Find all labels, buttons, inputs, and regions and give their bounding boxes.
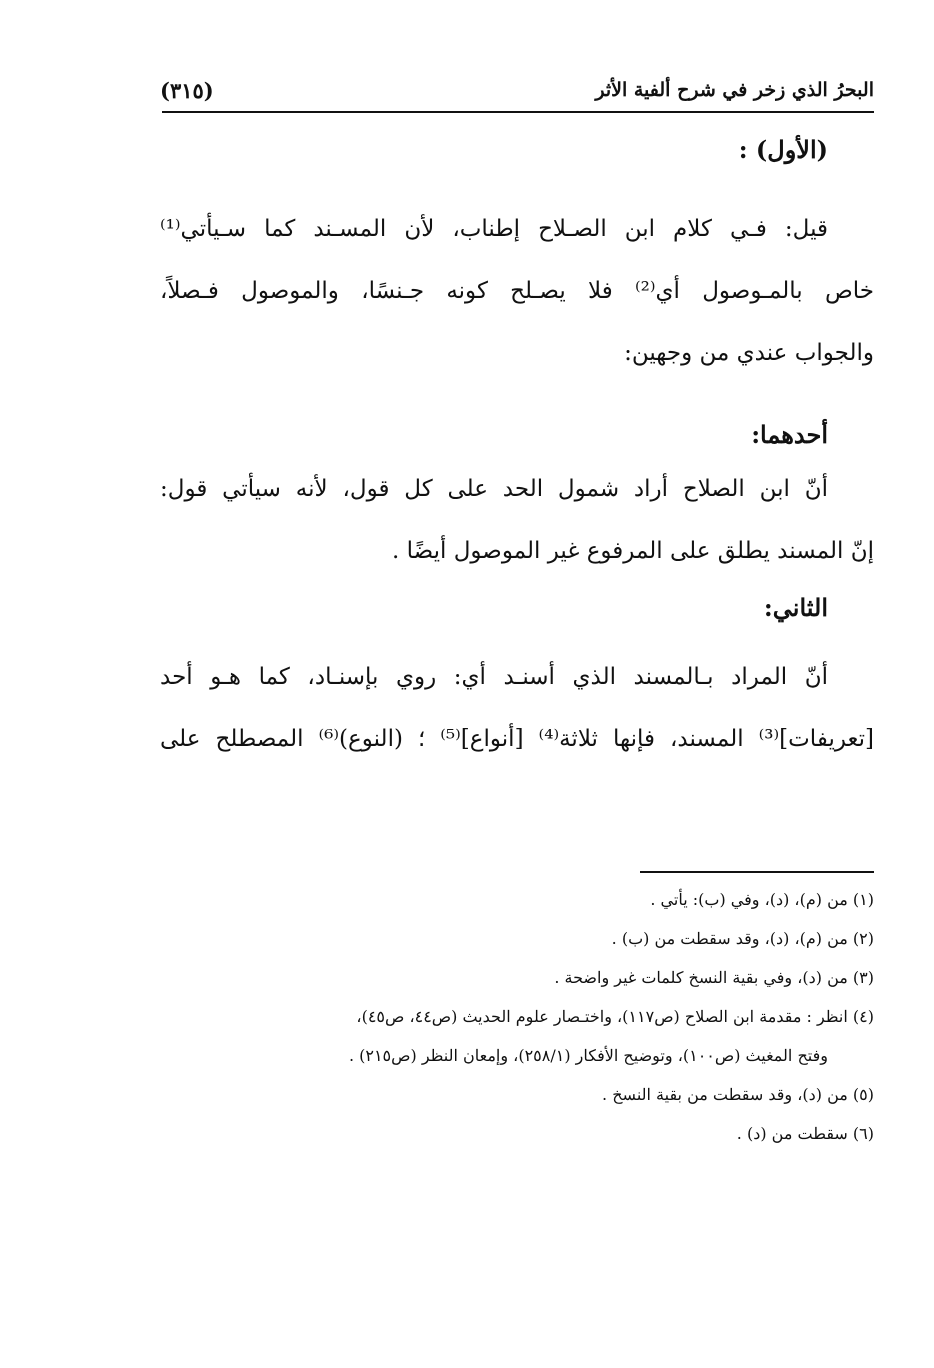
text-line: قيل: فـي كلام ابن الصـلاح إطناب، لأن المسـند كما سـيأتي⁽¹⁾ — [160, 216, 828, 242]
paragraph-3 — [160, 646, 874, 770]
footnote: (٤) انظر : مقدمة ابن الصلاح (ص١١٧)، واختـصار علوم الحديث (ص٤٤، ص٤٥)، — [356, 1007, 874, 1026]
footnote-rule — [640, 871, 874, 873]
running-title: البحرُ الذي زخر في شرح ألفية الأثر — [595, 79, 874, 101]
footnote: (١) من (م)، (د)، وفي (ب): يأتي . — [650, 890, 874, 909]
footnote: (٢) من (م)، (د)، وقد سقطت من (ب) . — [611, 929, 874, 948]
running-header — [160, 70, 874, 110]
subheading-second: الثاني: — [763, 593, 828, 622]
text-line: أنّ المراد بـالمسند الذي أسنـد أي: روي بإسنـاد، كما هـو أحد — [160, 664, 828, 690]
paragraph-1 — [160, 198, 874, 384]
text-line: إنّ المسند يطلق على المرفوع غير الموصول أيضًا . — [392, 538, 874, 564]
footnotes — [160, 880, 874, 1153]
subheading-first: أحدهما: — [751, 420, 828, 449]
page-number: (٣١٥) — [160, 77, 214, 103]
text-line: والجواب عندي من وجهين: — [624, 340, 874, 366]
footnote: (٣) من (د)، وفي بقية النسخ كلمات غير واضحة . — [554, 968, 874, 987]
text-line: خاص بالمـوصول أي⁽²⁾ فلا يصـلح كونه جـنسًا، والموصول فـصلاً، — [160, 278, 874, 304]
footnote: (٥) من (د)، وقد سقطت من بقية النسخ . — [602, 1085, 874, 1104]
section-heading-first: (الأول) : — [738, 135, 828, 164]
footnote-continuation: وفتح المغيث (ص١٠٠)، وتوضيح الأفكار (٢٥٨/١)، وإمعان النظر (ص٢١٥) . — [348, 1046, 828, 1065]
text-line: أنّ ابن الصلاح أراد شمول الحد على كل قول، لأنه سيأتي قول: — [160, 476, 828, 502]
footnote: (٦) سقطت من (د) . — [736, 1124, 874, 1143]
text-line: [تعريفات]⁽³⁾ المسند، فإنها ثلاثة⁽⁴⁾ [أنواع]⁽⁵⁾ ؛ (النوع)⁽⁶⁾ المصطلح على — [160, 726, 874, 752]
header-rule — [162, 111, 874, 113]
paragraph-2 — [160, 458, 874, 582]
